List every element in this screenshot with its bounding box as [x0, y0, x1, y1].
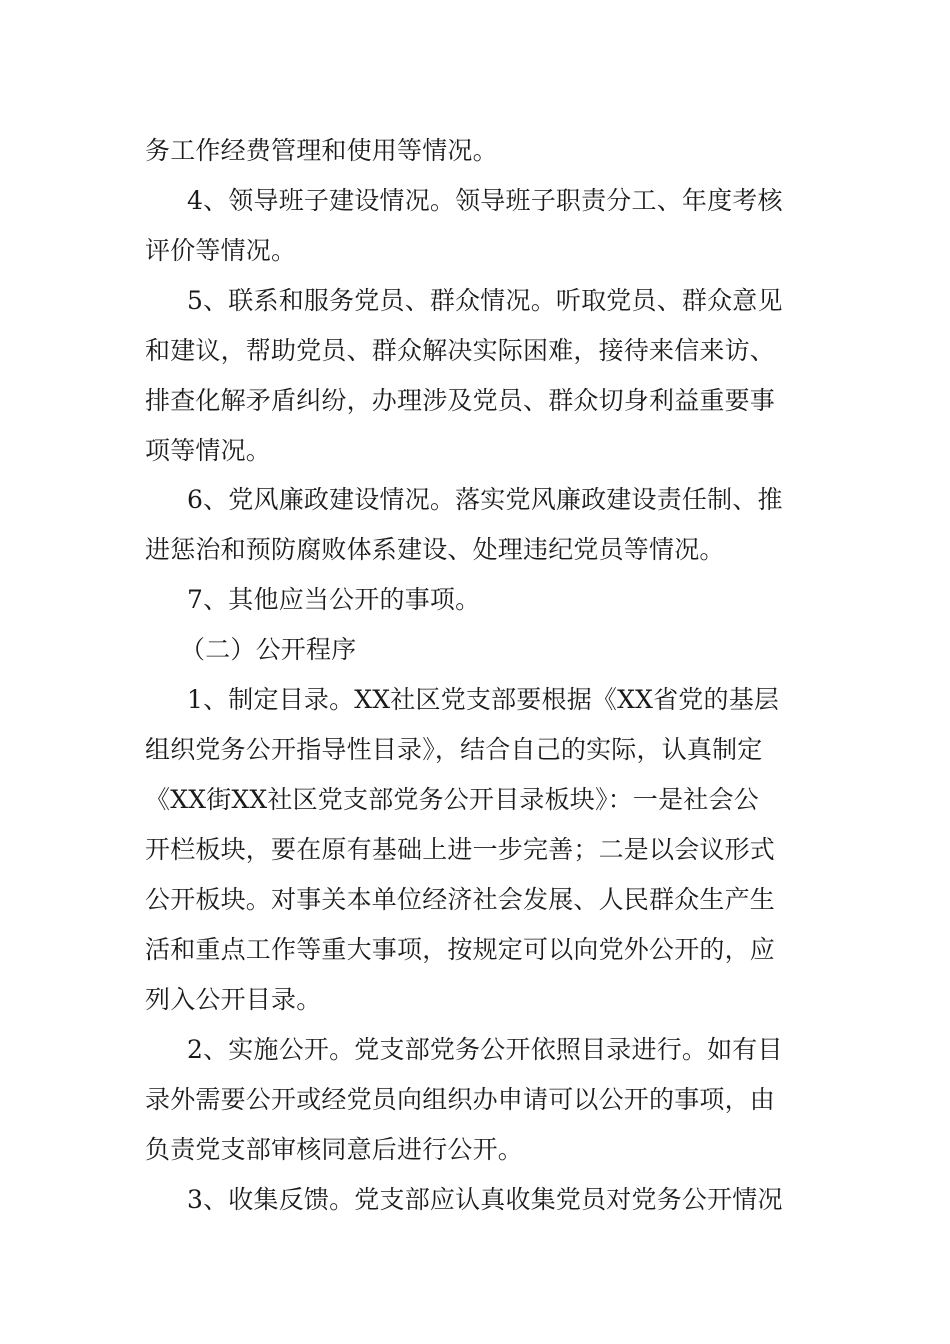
text-line: 列入公开目录。 [145, 985, 322, 1014]
text-line: 4、领导班子建设情况。领导班子职责分工、年度考核 [187, 186, 783, 215]
text-line: 6、党风廉政建设情况。落实党风廉政建设责任制、推 [187, 485, 783, 514]
text-line: 和建议，帮助党员、群众解决实际困难，接待来信来访、 [145, 336, 776, 365]
text-line: 进惩治和预防腐败体系建设、处理违纪党员等情况。 [145, 535, 725, 564]
text-line: 《XX街XX社区党支部党务公开目录板块》：一是社会公 [145, 785, 759, 814]
text-line: 组织党务公开指导性目录》，结合自己的实际，认真制定 [145, 735, 763, 764]
text-line: 开栏板块，要在原有基础上进一步完善；二是以会议形式 [145, 835, 776, 864]
section-heading: （二）公开程序 [180, 635, 357, 664]
text-line: 5、联系和服务党员、群众情况。听取党员、群众意见 [187, 286, 783, 315]
text-line: 3、收集反馈。党支部应认真收集党员对党务公开情况 [187, 1185, 783, 1214]
text-line: 评价等情况。 [145, 236, 297, 265]
text-line: 7、其他应当公开的事项。 [187, 585, 481, 614]
text-line: 负责党支部审核同意后进行公开。 [145, 1135, 524, 1164]
text-line: 务工作经费管理和使用等情况。 [145, 136, 498, 165]
text-line: 录外需要公开或经党员向组织办申请可以公开的事项，由 [145, 1085, 776, 1114]
text-line: 公开板块。对事关本单位经济社会发展、人民群众生产生 [145, 885, 776, 914]
text-line: 排查化解矛盾纠纷，办理涉及党员、群众切身利益重要事 [145, 386, 776, 415]
text-line: 1、制定目录。XX社区党支部要根据《XX省党的基层 [187, 685, 780, 714]
text-line: 活和重点工作等重大事项，按规定可以向党外公开的，应 [145, 935, 776, 964]
text-line: 2、实施公开。党支部党务公开依照目录进行。如有目 [187, 1035, 783, 1064]
text-line: 项等情况。 [145, 436, 272, 465]
